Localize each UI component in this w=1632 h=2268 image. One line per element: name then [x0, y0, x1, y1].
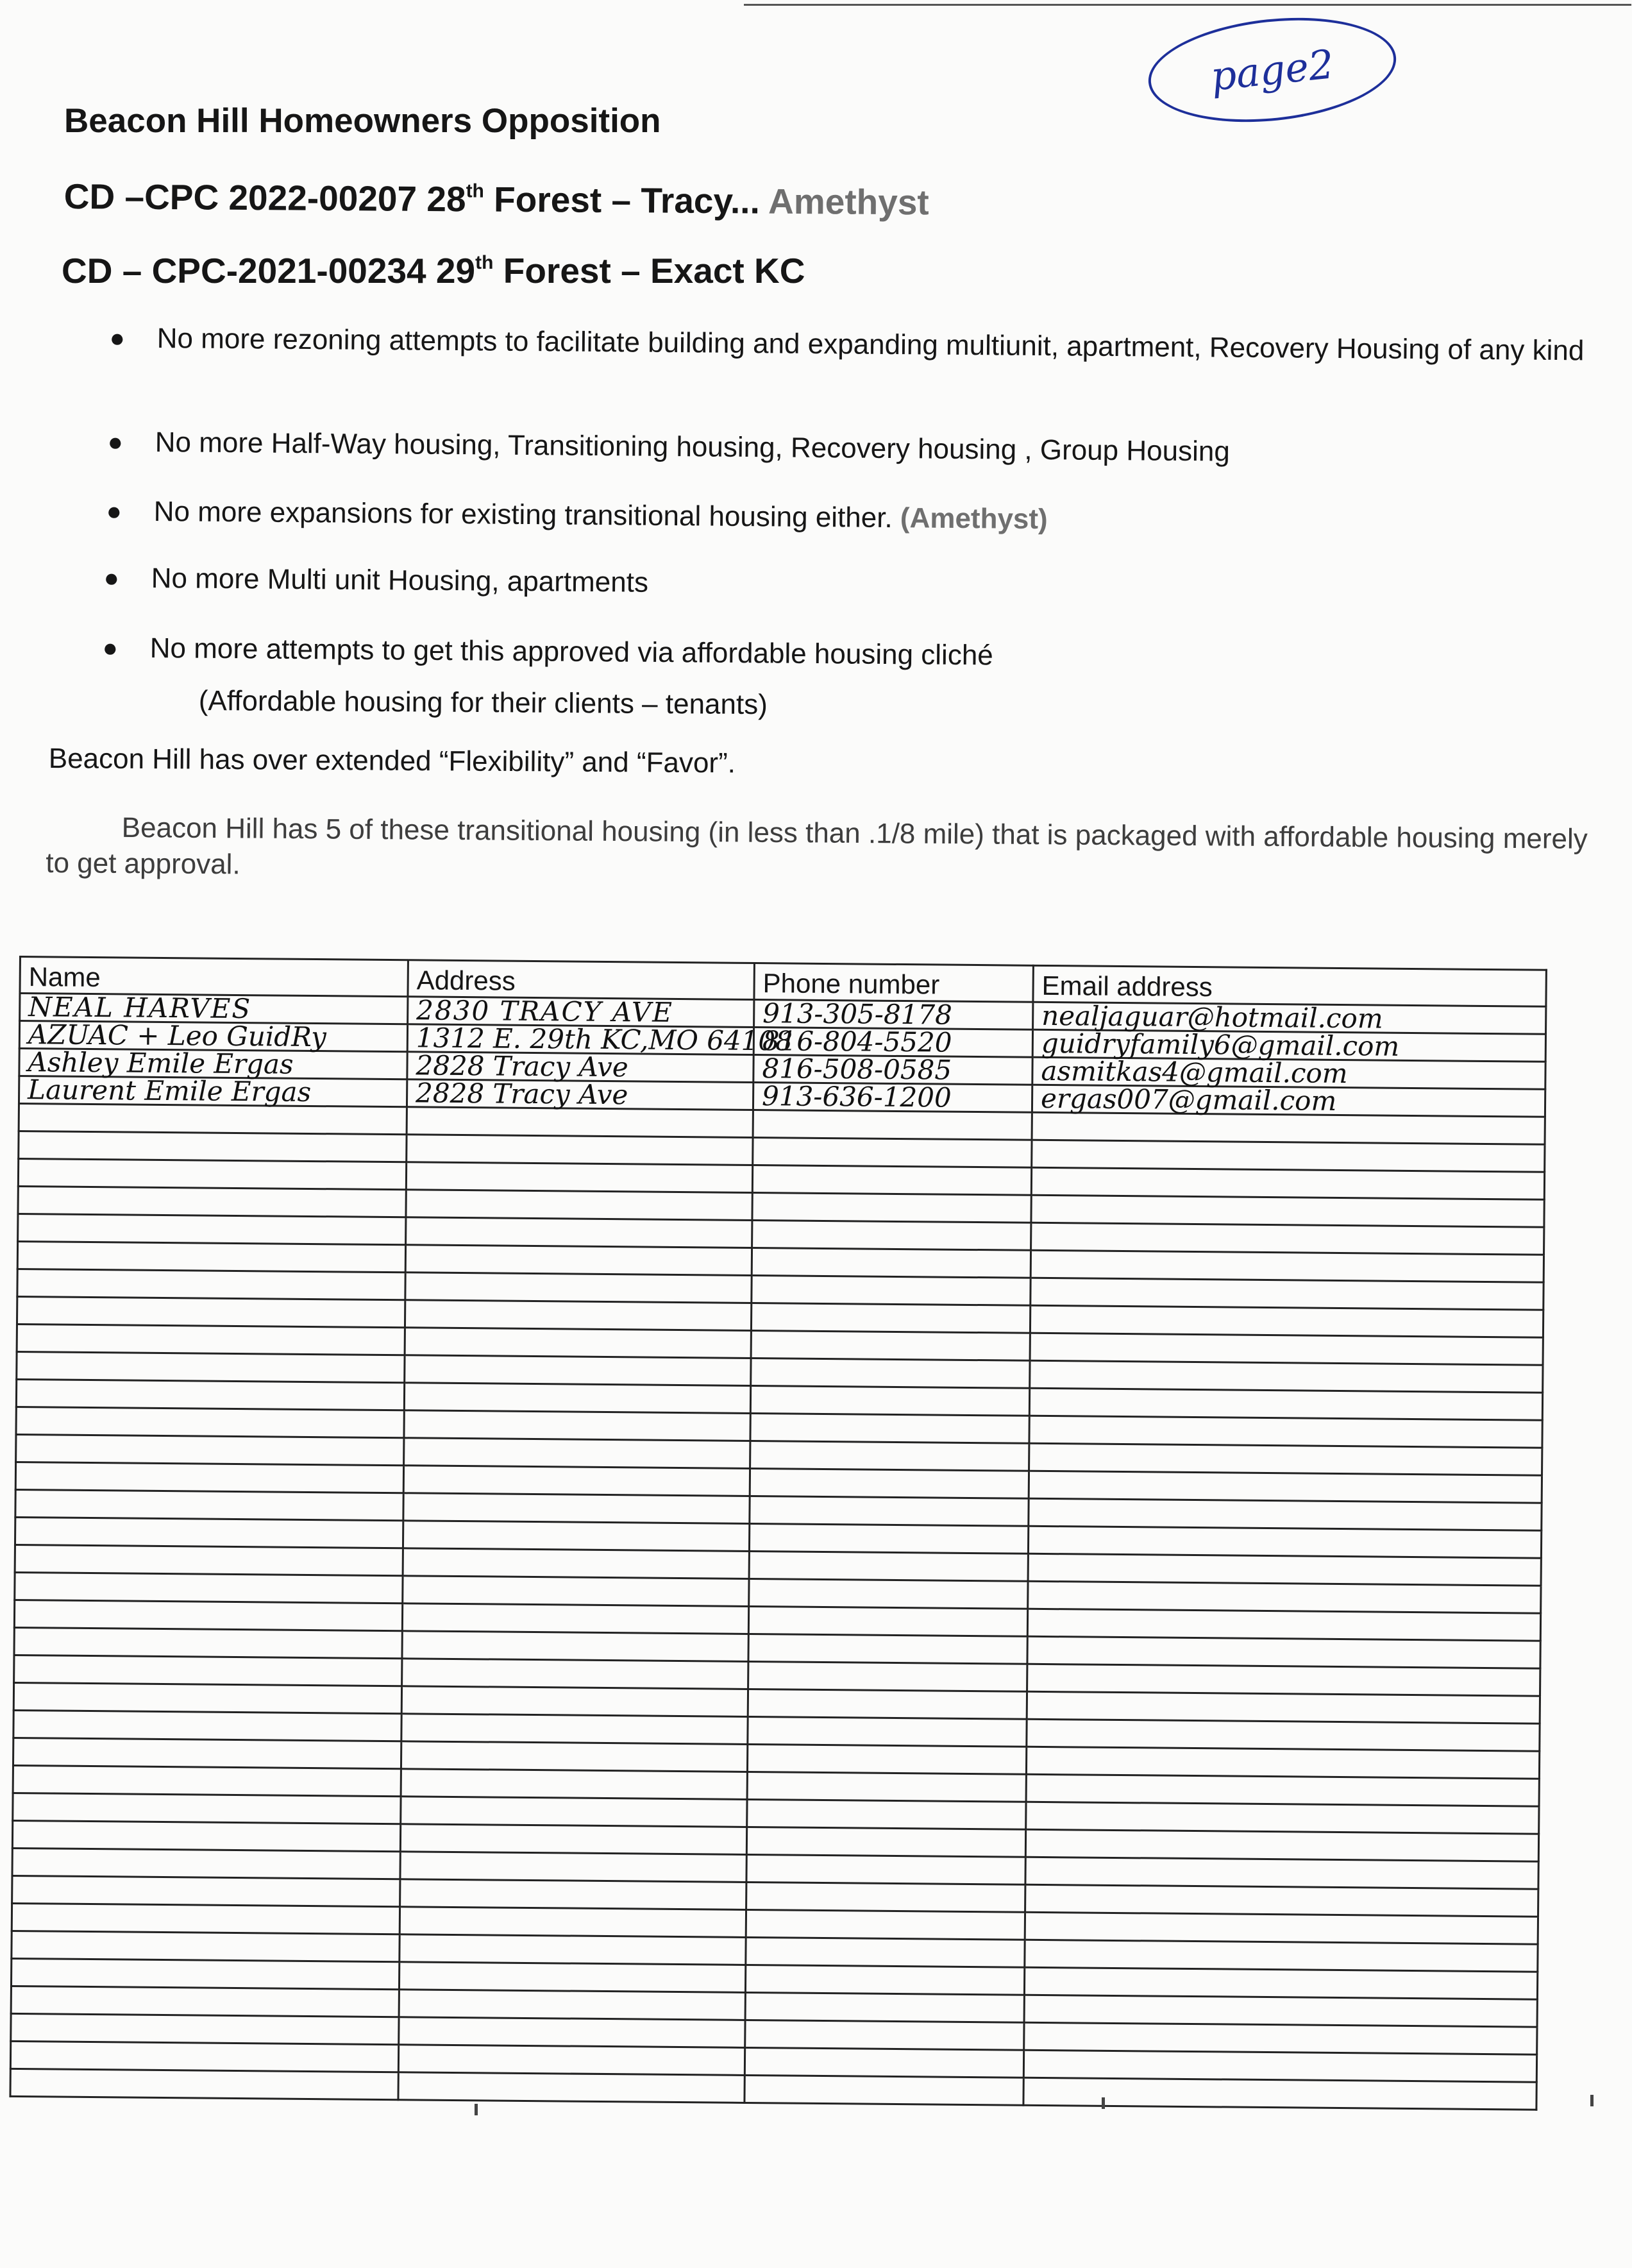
signer-email-blank[interactable] — [1032, 1140, 1545, 1172]
signer-email-blank[interactable] — [1027, 1719, 1540, 1751]
signer-phone-blank[interactable] — [746, 1937, 1025, 1967]
signer-address-blank[interactable] — [406, 1190, 752, 1221]
signer-phone-blank[interactable] — [745, 1992, 1024, 2022]
signer-email-blank[interactable] — [1031, 1223, 1544, 1255]
column-header-address: Address — [408, 960, 754, 1000]
signer-phone-blank[interactable] — [746, 1909, 1025, 1940]
signer-name-blank[interactable] — [14, 1655, 402, 1686]
signer-email-blank[interactable] — [1032, 1112, 1545, 1144]
demand-item: ● No more rezoning attempts to facilitate building and expanding multiunit, apartment, Recovery Housing of any kind — [157, 321, 1632, 369]
signer-email-blank[interactable] — [1029, 1443, 1542, 1475]
signer-name-blank[interactable] — [12, 1931, 400, 1961]
signer-email[interactable]: guidryfamily6@gmail.com — [1032, 1029, 1545, 1062]
signer-email-blank[interactable] — [1025, 1912, 1538, 1944]
column-header-phone: Phone number — [754, 963, 1033, 1003]
speck — [475, 2104, 478, 2115]
case-line-2: CD – CPC-2021-00234 29th Forest – Exact KC — [62, 251, 805, 291]
signer-address-blank[interactable] — [398, 2072, 744, 2103]
signer-name-blank[interactable] — [12, 1820, 400, 1851]
signer-email-blank[interactable] — [1025, 1884, 1538, 1917]
signer-name-blank[interactable] — [10, 2069, 398, 2099]
signer-email-blank[interactable] — [1026, 1774, 1539, 1806]
signer-phone-blank[interactable] — [744, 2047, 1023, 2078]
signer-phone-blank[interactable] — [753, 1110, 1032, 1140]
signer-name-blank[interactable] — [16, 1434, 404, 1465]
signer-email-blank[interactable] — [1024, 2022, 1537, 2054]
signer-phone-blank[interactable] — [750, 1441, 1029, 1471]
signer-email-blank[interactable] — [1026, 1802, 1539, 1834]
signer-address-blank[interactable] — [401, 1769, 747, 1800]
signer-phone-blank[interactable] — [750, 1496, 1029, 1526]
signer-address-blank[interactable] — [403, 1493, 750, 1524]
signer-name-blank[interactable] — [17, 1269, 405, 1299]
signer-name-blank[interactable] — [15, 1462, 403, 1493]
signer-phone-blank[interactable] — [748, 1634, 1027, 1664]
signer-name[interactable]: Ashley Emile Ergas — [19, 1049, 407, 1079]
signer-phone-blank[interactable] — [752, 1165, 1031, 1195]
signer-email-blank[interactable] — [1025, 1940, 1538, 1972]
signer-phone-blank[interactable] — [744, 2075, 1023, 2105]
demand-item: ● No more attempts to get this approved via affordable housing cliché — [150, 630, 994, 673]
signer-address-blank[interactable] — [399, 2017, 745, 2048]
signer-name-blank[interactable] — [10, 2041, 398, 2072]
signer-email-blank[interactable] — [1028, 1526, 1541, 1558]
demand-sub-note: (Affordable housing for their clients – tenants) — [198, 685, 768, 721]
signer-phone-blank[interactable] — [752, 1248, 1031, 1278]
signer-email[interactable]: asmitkas4@gmail.com — [1032, 1057, 1545, 1089]
signer-address-blank[interactable] — [401, 1797, 747, 1827]
signer-name[interactable]: NEAL HARVES — [20, 994, 408, 1024]
signer-phone-blank[interactable] — [751, 1330, 1030, 1360]
signer-phone-blank[interactable] — [752, 1192, 1031, 1223]
signer-email-blank[interactable] — [1031, 1278, 1544, 1310]
signer-name-blank[interactable] — [18, 1159, 406, 1190]
bullet-icon: ● — [109, 324, 126, 353]
signer-address-blank[interactable] — [405, 1300, 751, 1331]
bullet-icon: ● — [103, 564, 120, 593]
signer-name-blank[interactable] — [17, 1351, 405, 1382]
signer-phone-blank[interactable] — [750, 1385, 1029, 1416]
signer-email-blank[interactable] — [1028, 1581, 1541, 1613]
signer-email-blank[interactable] — [1029, 1388, 1542, 1420]
signer-email-blank[interactable] — [1029, 1416, 1542, 1448]
signer-email-blank[interactable] — [1027, 1691, 1540, 1723]
signer-phone-blank[interactable] — [753, 1137, 1032, 1167]
column-header-name: Name — [20, 957, 408, 997]
signer-address-blank[interactable] — [406, 1217, 752, 1248]
signer-name-blank[interactable] — [12, 1875, 400, 1906]
demand-item: ● No more Multi unit Housing, apartments — [151, 561, 649, 601]
signer-phone-blank[interactable] — [748, 1689, 1027, 1719]
signer-address[interactable]: 2830 TRACY AVE — [408, 997, 754, 1028]
signer-name[interactable]: AZUAC + Leo GuidRy — [19, 1021, 407, 1052]
petition-title: Beacon Hill Homeowners Opposition — [64, 102, 661, 140]
signer-name-blank[interactable] — [15, 1517, 403, 1548]
signer-name-blank[interactable] — [11, 2013, 399, 2044]
signer-name-blank[interactable] — [19, 1104, 407, 1135]
signer-email-blank[interactable] — [1031, 1167, 1544, 1199]
signer-name-blank[interactable] — [11, 1958, 399, 1989]
signer-phone-blank[interactable] — [750, 1468, 1029, 1498]
signer-phone[interactable]: 913-636-1200 — [753, 1082, 1032, 1112]
signer-name-blank[interactable] — [17, 1296, 405, 1327]
signer-phone-blank[interactable] — [747, 1772, 1026, 1802]
signer-phone-blank[interactable] — [747, 1799, 1026, 1829]
case-line-1: CD –CPC 2022-00207 28th Forest – Tracy... Amethyst — [63, 176, 929, 223]
signature-table — [10, 956, 1545, 2053]
signer-name[interactable]: Laurent Emile Ergas — [19, 1076, 407, 1107]
signer-email-blank[interactable] — [1023, 2078, 1536, 2110]
signer-address-blank[interactable] — [400, 1934, 746, 1965]
signer-name-blank[interactable] — [13, 1682, 401, 1713]
signer-name-blank[interactable] — [16, 1407, 404, 1437]
signer-phone[interactable]: 913-305-8178 — [754, 1000, 1033, 1030]
signer-email[interactable]: ergas007@gmail.com — [1032, 1085, 1545, 1117]
flexibility-note: Beacon Hill has over extended “Flexibility” and “Favor”. — [48, 743, 736, 779]
signer-phone-blank[interactable] — [745, 2020, 1024, 2050]
signer-address-blank[interactable] — [400, 1852, 746, 1883]
signer-address-blank[interactable] — [404, 1410, 750, 1441]
signer-name-blank[interactable] — [14, 1600, 402, 1630]
signer-phone[interactable]: 816-804-5520 — [753, 1028, 1032, 1058]
transitional-housing-note: Beacon Hill has 5 of these transitional housing (in less than .1/8 mile) that is packaged with affordable housing merely to get approval. — [46, 811, 1588, 881]
signer-address-blank[interactable] — [405, 1328, 751, 1358]
signer-email-blank[interactable] — [1029, 1498, 1542, 1530]
signer-address-blank[interactable] — [401, 1741, 747, 1772]
signer-address[interactable]: 2828 Tracy Ave — [407, 1079, 753, 1110]
signer-address-blank[interactable] — [406, 1162, 752, 1193]
bullet-icon: ● — [106, 497, 122, 526]
signer-name-blank[interactable] — [13, 1738, 401, 1768]
signer-address-blank[interactable] — [403, 1576, 749, 1607]
signer-name-blank[interactable] — [13, 1765, 401, 1796]
signer-phone-blank[interactable] — [746, 1854, 1025, 1884]
signer-name-blank[interactable] — [14, 1627, 402, 1658]
signer-name-blank[interactable] — [11, 1986, 399, 2017]
signer-phone[interactable]: 816-508-0585 — [753, 1054, 1032, 1085]
signer-address-blank[interactable] — [401, 1714, 748, 1745]
signer-address-blank[interactable] — [398, 2045, 744, 2076]
demand-item: ● No more Half-Way housing, Transitioning housing, Recovery housing , Group Housing — [155, 425, 1231, 470]
signer-phone-blank[interactable] — [751, 1303, 1030, 1333]
signer-address-blank[interactable] — [403, 1466, 750, 1496]
signer-address-blank[interactable] — [403, 1548, 749, 1579]
signer-email-blank[interactable] — [1024, 1995, 1537, 2027]
signer-email-blank[interactable] — [1030, 1305, 1543, 1337]
signer-address-blank[interactable] — [407, 1107, 753, 1138]
signer-name-blank[interactable] — [12, 1848, 400, 1879]
signer-email-blank[interactable] — [1030, 1333, 1543, 1365]
signer-phone-blank[interactable] — [748, 1661, 1027, 1691]
signer-name-blank[interactable] — [18, 1186, 406, 1217]
signer-email-blank[interactable] — [1029, 1471, 1542, 1503]
signer-email-blank[interactable] — [1025, 1829, 1538, 1861]
signer-phone-blank[interactable] — [749, 1578, 1028, 1609]
signer-phone-blank[interactable] — [746, 1882, 1025, 1912]
signer-address-blank[interactable] — [403, 1521, 749, 1552]
bullet-icon: ● — [102, 634, 119, 663]
signer-name-blank[interactable] — [15, 1489, 403, 1520]
signer-address[interactable]: 1312 E. 29th KC,MO 64108 — [407, 1024, 753, 1055]
page-number-note: page2 — [1143, 6, 1401, 133]
speck — [1590, 2095, 1594, 2106]
signer-address-blank[interactable] — [405, 1245, 752, 1276]
signer-address-blank[interactable] — [404, 1438, 750, 1469]
signer-phone-blank[interactable] — [752, 1275, 1031, 1305]
signer-address-blank[interactable] — [399, 1962, 745, 1993]
signer-phone-blank[interactable] — [750, 1413, 1029, 1443]
signer-phone-blank[interactable] — [745, 1965, 1024, 1995]
signer-address-blank[interactable] — [402, 1659, 748, 1689]
signer-email-blank[interactable] — [1028, 1553, 1541, 1586]
signer-name-blank[interactable] — [16, 1379, 404, 1410]
bullet-icon: ● — [107, 428, 124, 457]
signer-name-blank[interactable] — [17, 1324, 405, 1355]
signer-phone-blank[interactable] — [748, 1716, 1027, 1747]
signer-phone-blank[interactable] — [751, 1358, 1030, 1388]
signer-address-blank[interactable] — [399, 1990, 745, 2020]
signer-email-blank[interactable] — [1024, 1967, 1537, 1999]
signer-name-blank[interactable] — [19, 1131, 407, 1162]
signer-name-blank[interactable] — [17, 1241, 405, 1272]
signer-address-blank[interactable] — [400, 1879, 746, 1910]
signer-phone-blank[interactable] — [749, 1523, 1028, 1553]
signer-phone-blank[interactable] — [752, 1220, 1031, 1250]
signer-address-blank[interactable] — [400, 1907, 746, 1938]
signer-phone-blank[interactable] — [749, 1551, 1028, 1581]
signer-email-blank[interactable] — [1027, 1664, 1540, 1696]
signer-address-blank[interactable] — [402, 1604, 748, 1634]
signer-phone-blank[interactable] — [746, 1827, 1025, 1857]
signer-name-blank[interactable] — [13, 1710, 401, 1741]
signer-email-blank[interactable] — [1030, 1360, 1543, 1392]
signer-address-blank[interactable] — [405, 1355, 751, 1386]
signer-name-blank[interactable] — [15, 1572, 403, 1603]
signer-phone-blank[interactable] — [748, 1606, 1027, 1636]
signer-name-blank[interactable] — [18, 1214, 406, 1244]
signer-name-blank[interactable] — [15, 1544, 403, 1575]
signer-email-blank[interactable] — [1025, 1857, 1538, 1889]
signer-address-blank[interactable] — [405, 1273, 752, 1303]
signer-email-blank[interactable] — [1026, 1747, 1539, 1779]
signer-address-blank[interactable] — [400, 1824, 746, 1855]
signer-address-blank[interactable] — [407, 1135, 753, 1165]
signer-email-blank[interactable] — [1023, 2050, 1536, 2082]
signer-address-blank[interactable] — [401, 1686, 748, 1717]
speck — [1102, 2097, 1105, 2109]
signer-address-blank[interactable] — [404, 1383, 750, 1414]
signer-email-blank[interactable] — [1027, 1636, 1540, 1668]
column-header-email: Email address — [1033, 965, 1546, 1006]
demand-item: ● No more expansions for existing transitional housing either. (Amethyst) — [154, 494, 1048, 537]
signer-phone-blank[interactable] — [747, 1744, 1026, 1774]
signer-email-blank[interactable] — [1031, 1250, 1544, 1282]
signer-email[interactable]: nealjaguar@hotmail.com — [1033, 1002, 1546, 1034]
signer-name-blank[interactable] — [12, 1903, 400, 1934]
signer-name-blank[interactable] — [13, 1793, 401, 1824]
signer-email-blank[interactable] — [1031, 1195, 1544, 1227]
scan-edge-line — [744, 4, 1631, 6]
signer-address[interactable]: 2828 Tracy Ave — [407, 1052, 753, 1083]
signer-address-blank[interactable] — [402, 1631, 748, 1662]
signer-email-blank[interactable] — [1027, 1609, 1540, 1641]
